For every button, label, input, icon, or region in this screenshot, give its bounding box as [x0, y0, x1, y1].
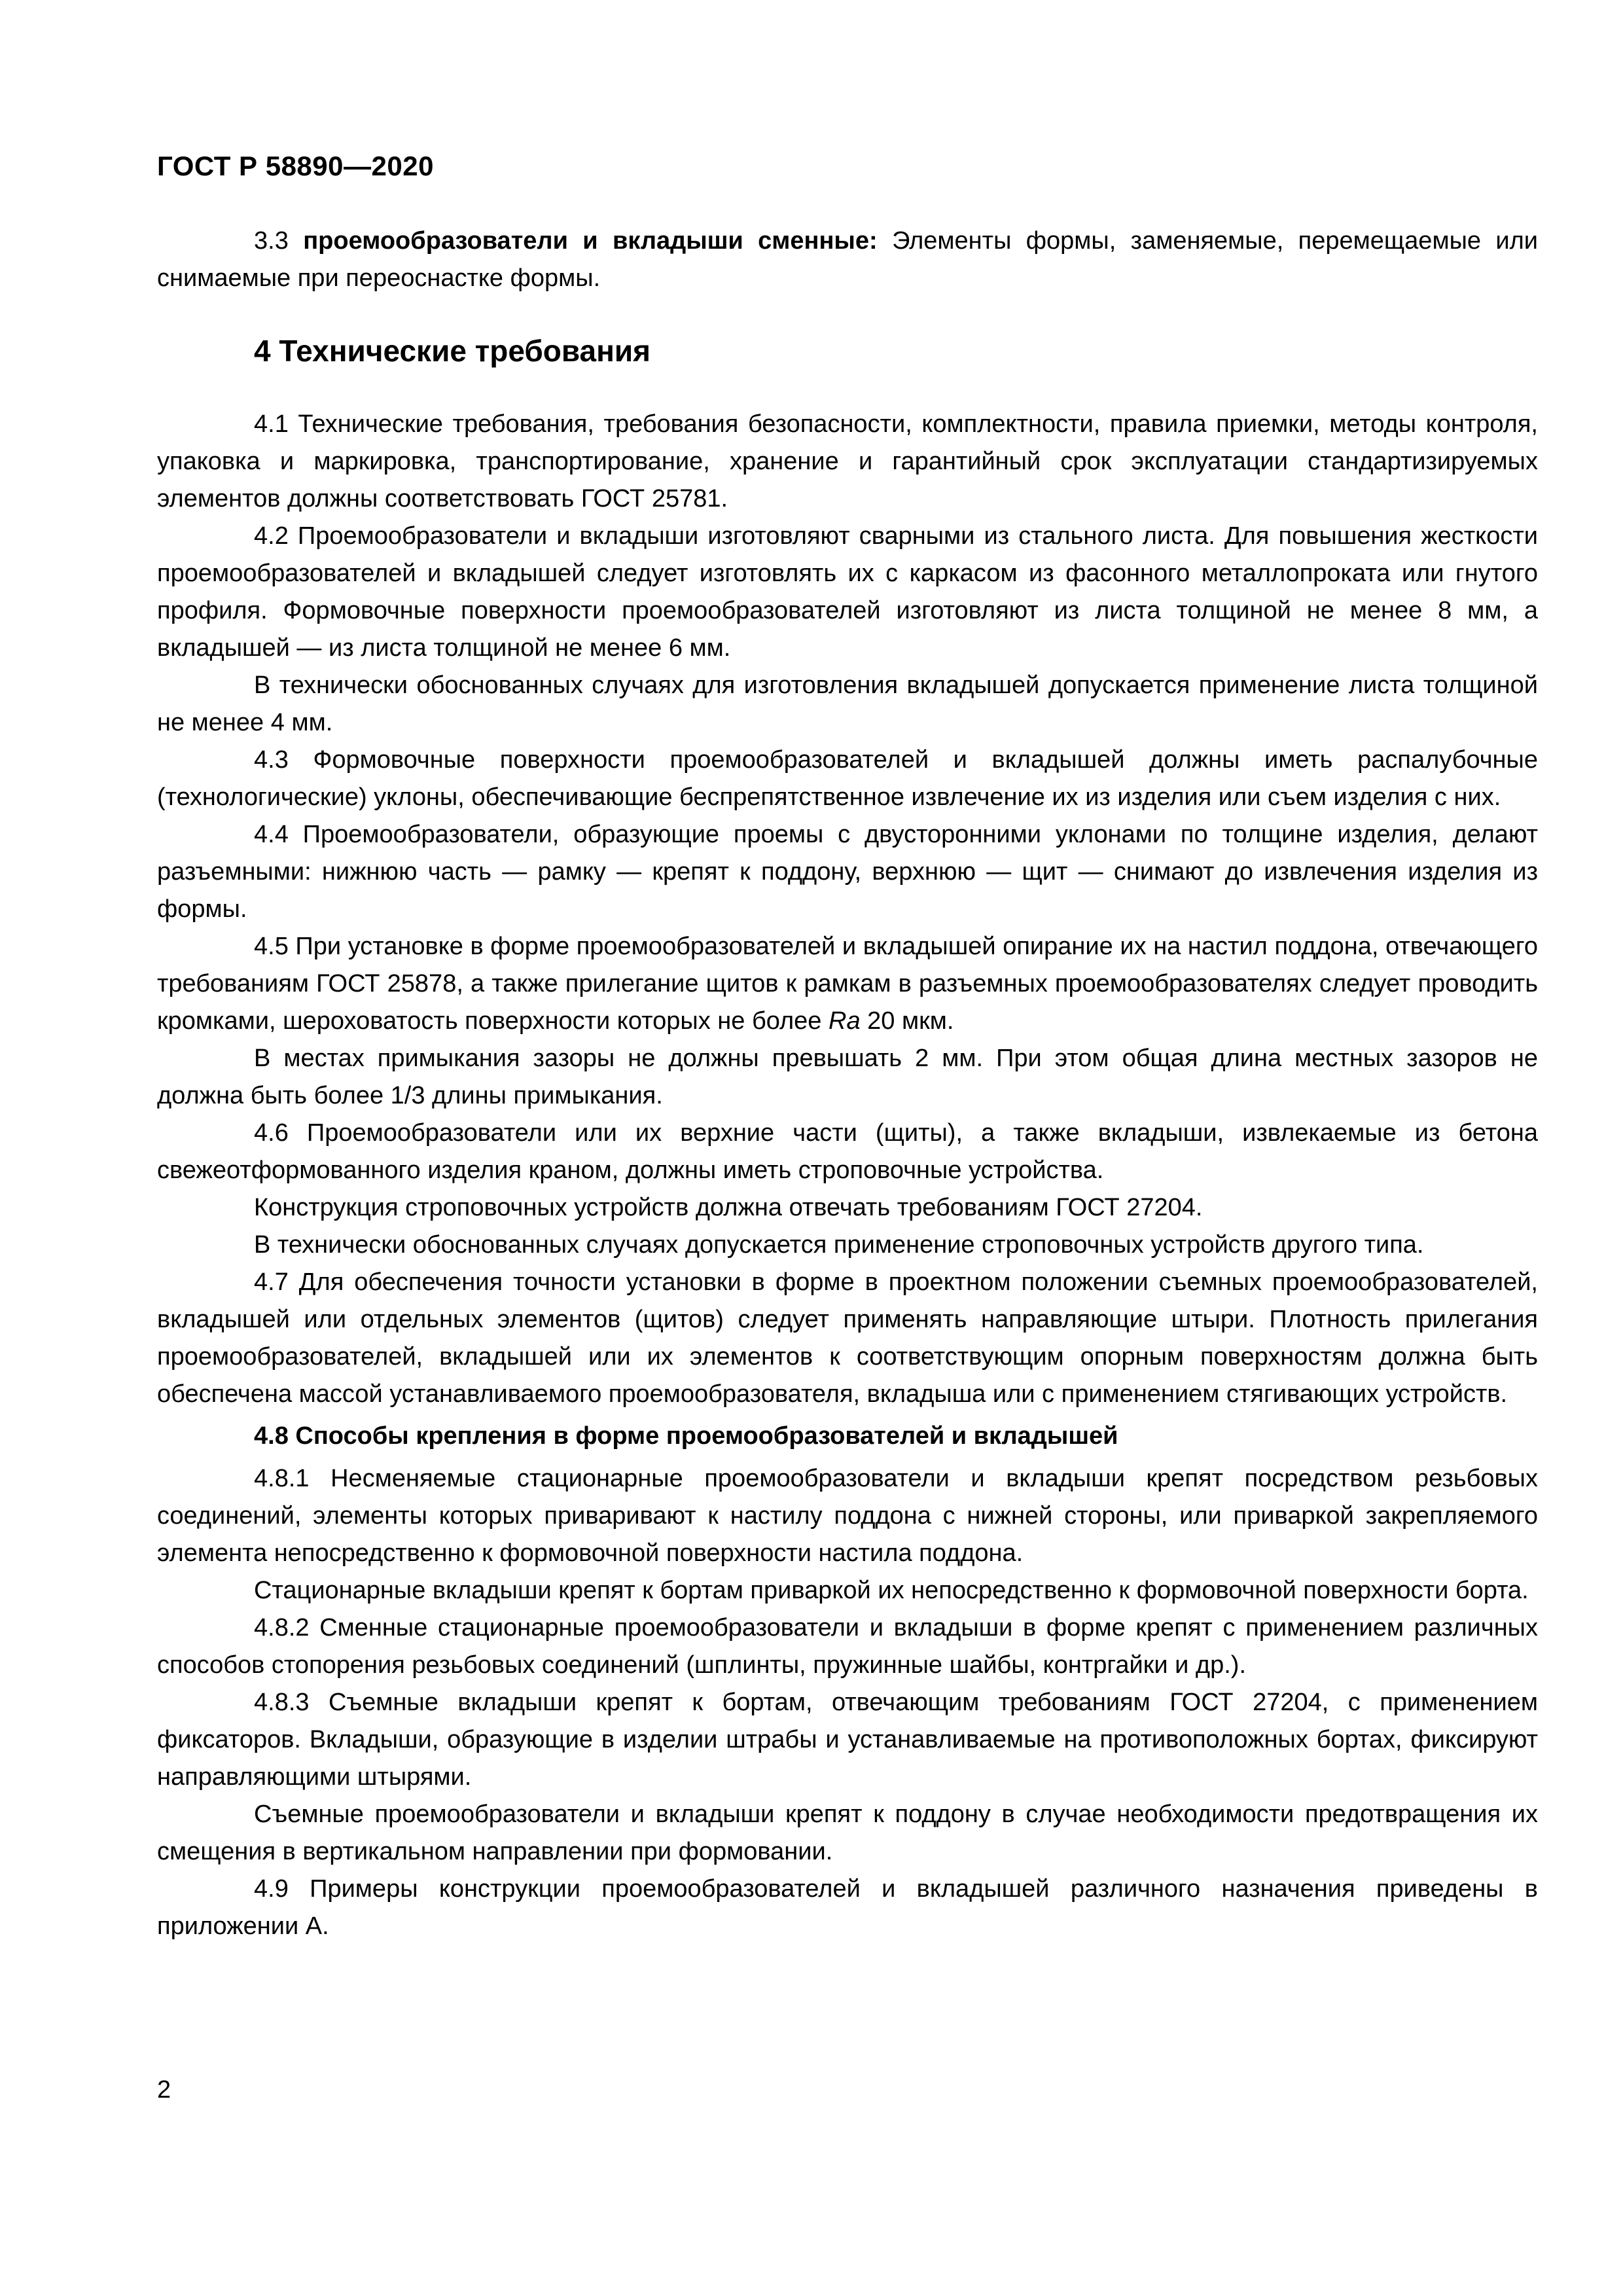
- term-definition-text: Элементы формы, заменяемые, перемещаемые или снимаемые при переоснастке формы.: [157, 227, 1539, 292]
- paragraph-4-8-1-note: Стационарные вкладыши крепят к бортам приваркой их непосредственно к формовочной поверхности борта.: [254, 1577, 1529, 1604]
- paragraph-4-4: 4.4 Проемообразователи, образующие проемы с двусторонними уклонами по толщине изделия, делают разъемными: нижнюю часть — рамку — крепят к поддону, верхнюю — щит — снимают до извлечения изделия из формы.: [157, 821, 1538, 923]
- paragraph-4-6: 4.6 Проемообразователи или их верхние части (щиты), а также вкладыши, извлекаемые из бетона свежеотформованного изделия краном, должны иметь строповочные устройства.: [157, 1119, 1538, 1184]
- paragraph-4-8-3: 4.8.3 Съемные вкладыши крепят к бортам, отвечающим требованиям ГОСТ 27204, с применением фиксаторов. Вкладыши, образующие в изделии штрабы и устанавливаемые на противоположных бортах, фиксируют направляющими штырями.: [157, 1689, 1538, 1791]
- document-content: [157, 151, 1538, 1945]
- paragraph-4-8-3-note: Съемные проемообразователи и вкладыши крепят к поддону в случае необходимости предотвращения их смещения в вертикальном направлении при формовании.: [157, 1801, 1538, 1865]
- paragraph-4-1: 4.1 Технические требования, требования безопасности, комплектности, правила приемки, методы контроля, упаковка и маркировка, транспортирование, хранение и гарантийный срок эксплуатации стандартизируемых элементов должны соответствовать ГОСТ 25781.: [157, 410, 1538, 512]
- subsection-4-8-title: 4.8 Способы крепления в форме проемообразователей и вкладышей: [254, 1422, 1118, 1450]
- roughness-symbol-ra: Ra: [829, 1007, 861, 1035]
- term-number: 3.3: [254, 227, 289, 255]
- paragraph-4-8-2: 4.8.2 Сменные стационарные проемообразователи и вкладыши в форме крепят с применением различных способов стопорения резьбовых соединений (шплинты, пружинные шайбы, контргайки и др.).: [157, 1614, 1538, 1679]
- term-definition-3-3: [157, 223, 1538, 297]
- section-4-title: 4 Технические требования: [254, 334, 651, 368]
- paragraph-4-5-value: 20 мкм.: [867, 1007, 954, 1035]
- paragraph-4-7: 4.7 Для обеспечения точности установки в форме в проектном положении съемных проемообразователей, вкладышей или отдельных элементов (щитов) следует применять направляющие штыри. Плотность прилегания проемообразователей, вкладышей или их элементов к соответствующим опорным поверхностям должна быть обеспечена массой устанавливаемого проемообразователя, вкладыша или с применением стягивающих устройств.: [157, 1268, 1538, 1408]
- page-number: 2: [157, 2076, 171, 2104]
- paragraph-4-5-note: В местах примыкания зазоры не должны превышать 2 мм. При этом общая длина местных зазоров не должна быть более 1/3 длины примыкания.: [157, 1045, 1538, 1109]
- paragraph-4-2: 4.2 Проемообразователи и вкладыши изготовляют сварными из стального листа. Для повышения жесткости проемообразователей и вкладышей следует изготовлять их с каркасом из фасонного металлопроката или гнутого профиля. Формовочные поверхности проемообразователей изготовляют из листа толщиной не менее 8 мм, а вкладышей — из листа толщиной не менее 6 мм.: [157, 522, 1538, 662]
- term-name: проемообразователи и вкладыши сменные:: [303, 227, 878, 255]
- paragraph-4-2-note: В технически обоснованных случаях для изготовления вкладышей допускается применение листа толщиной не менее 4 мм.: [157, 672, 1538, 736]
- document-code: ГОСТ Р 58890—2020: [157, 151, 434, 181]
- paragraph-4-3: 4.3 Формовочные поверхности проемообразователей и вкладышей должны иметь распалубочные (технологические) уклоны, обеспечивающие беспрепятственное извлечение их из изделия или съем изделия с них.: [157, 746, 1538, 811]
- paragraph-4-6-note1: Конструкция строповочных устройств должна отвечать требованиям ГОСТ 27204.: [254, 1194, 1203, 1221]
- paragraph-4-5: [157, 928, 1538, 1040]
- paragraph-4-9: 4.9 Примеры конструкции проемообразователей и вкладышей различного назначения приведены в приложении А.: [157, 1875, 1538, 1940]
- paragraph-4-5-text: 4.5 При установке в форме проемообразователей и вкладышей опирание их на настил поддона, отвечающего требованиям ГОСТ 25878, а также прилегание щитов к рамкам в разъемных проемообразователях следует проводить кромками, шероховатость поверхности которых не более: [157, 933, 1538, 1035]
- paragraph-4-6-note2: В технически обоснованных случаях допускается применение строповочных устройств другого типа.: [254, 1231, 1424, 1259]
- paragraph-4-8-1: 4.8.1 Несменяемые стационарные проемообразователи и вкладыши крепят посредством резьбовых соединений, элементы которых приваривают к настилу поддона с нижней стороны, или приваркой закрепляемого элемента непосредственно к формовочной поверхности настила поддона.: [157, 1465, 1538, 1567]
